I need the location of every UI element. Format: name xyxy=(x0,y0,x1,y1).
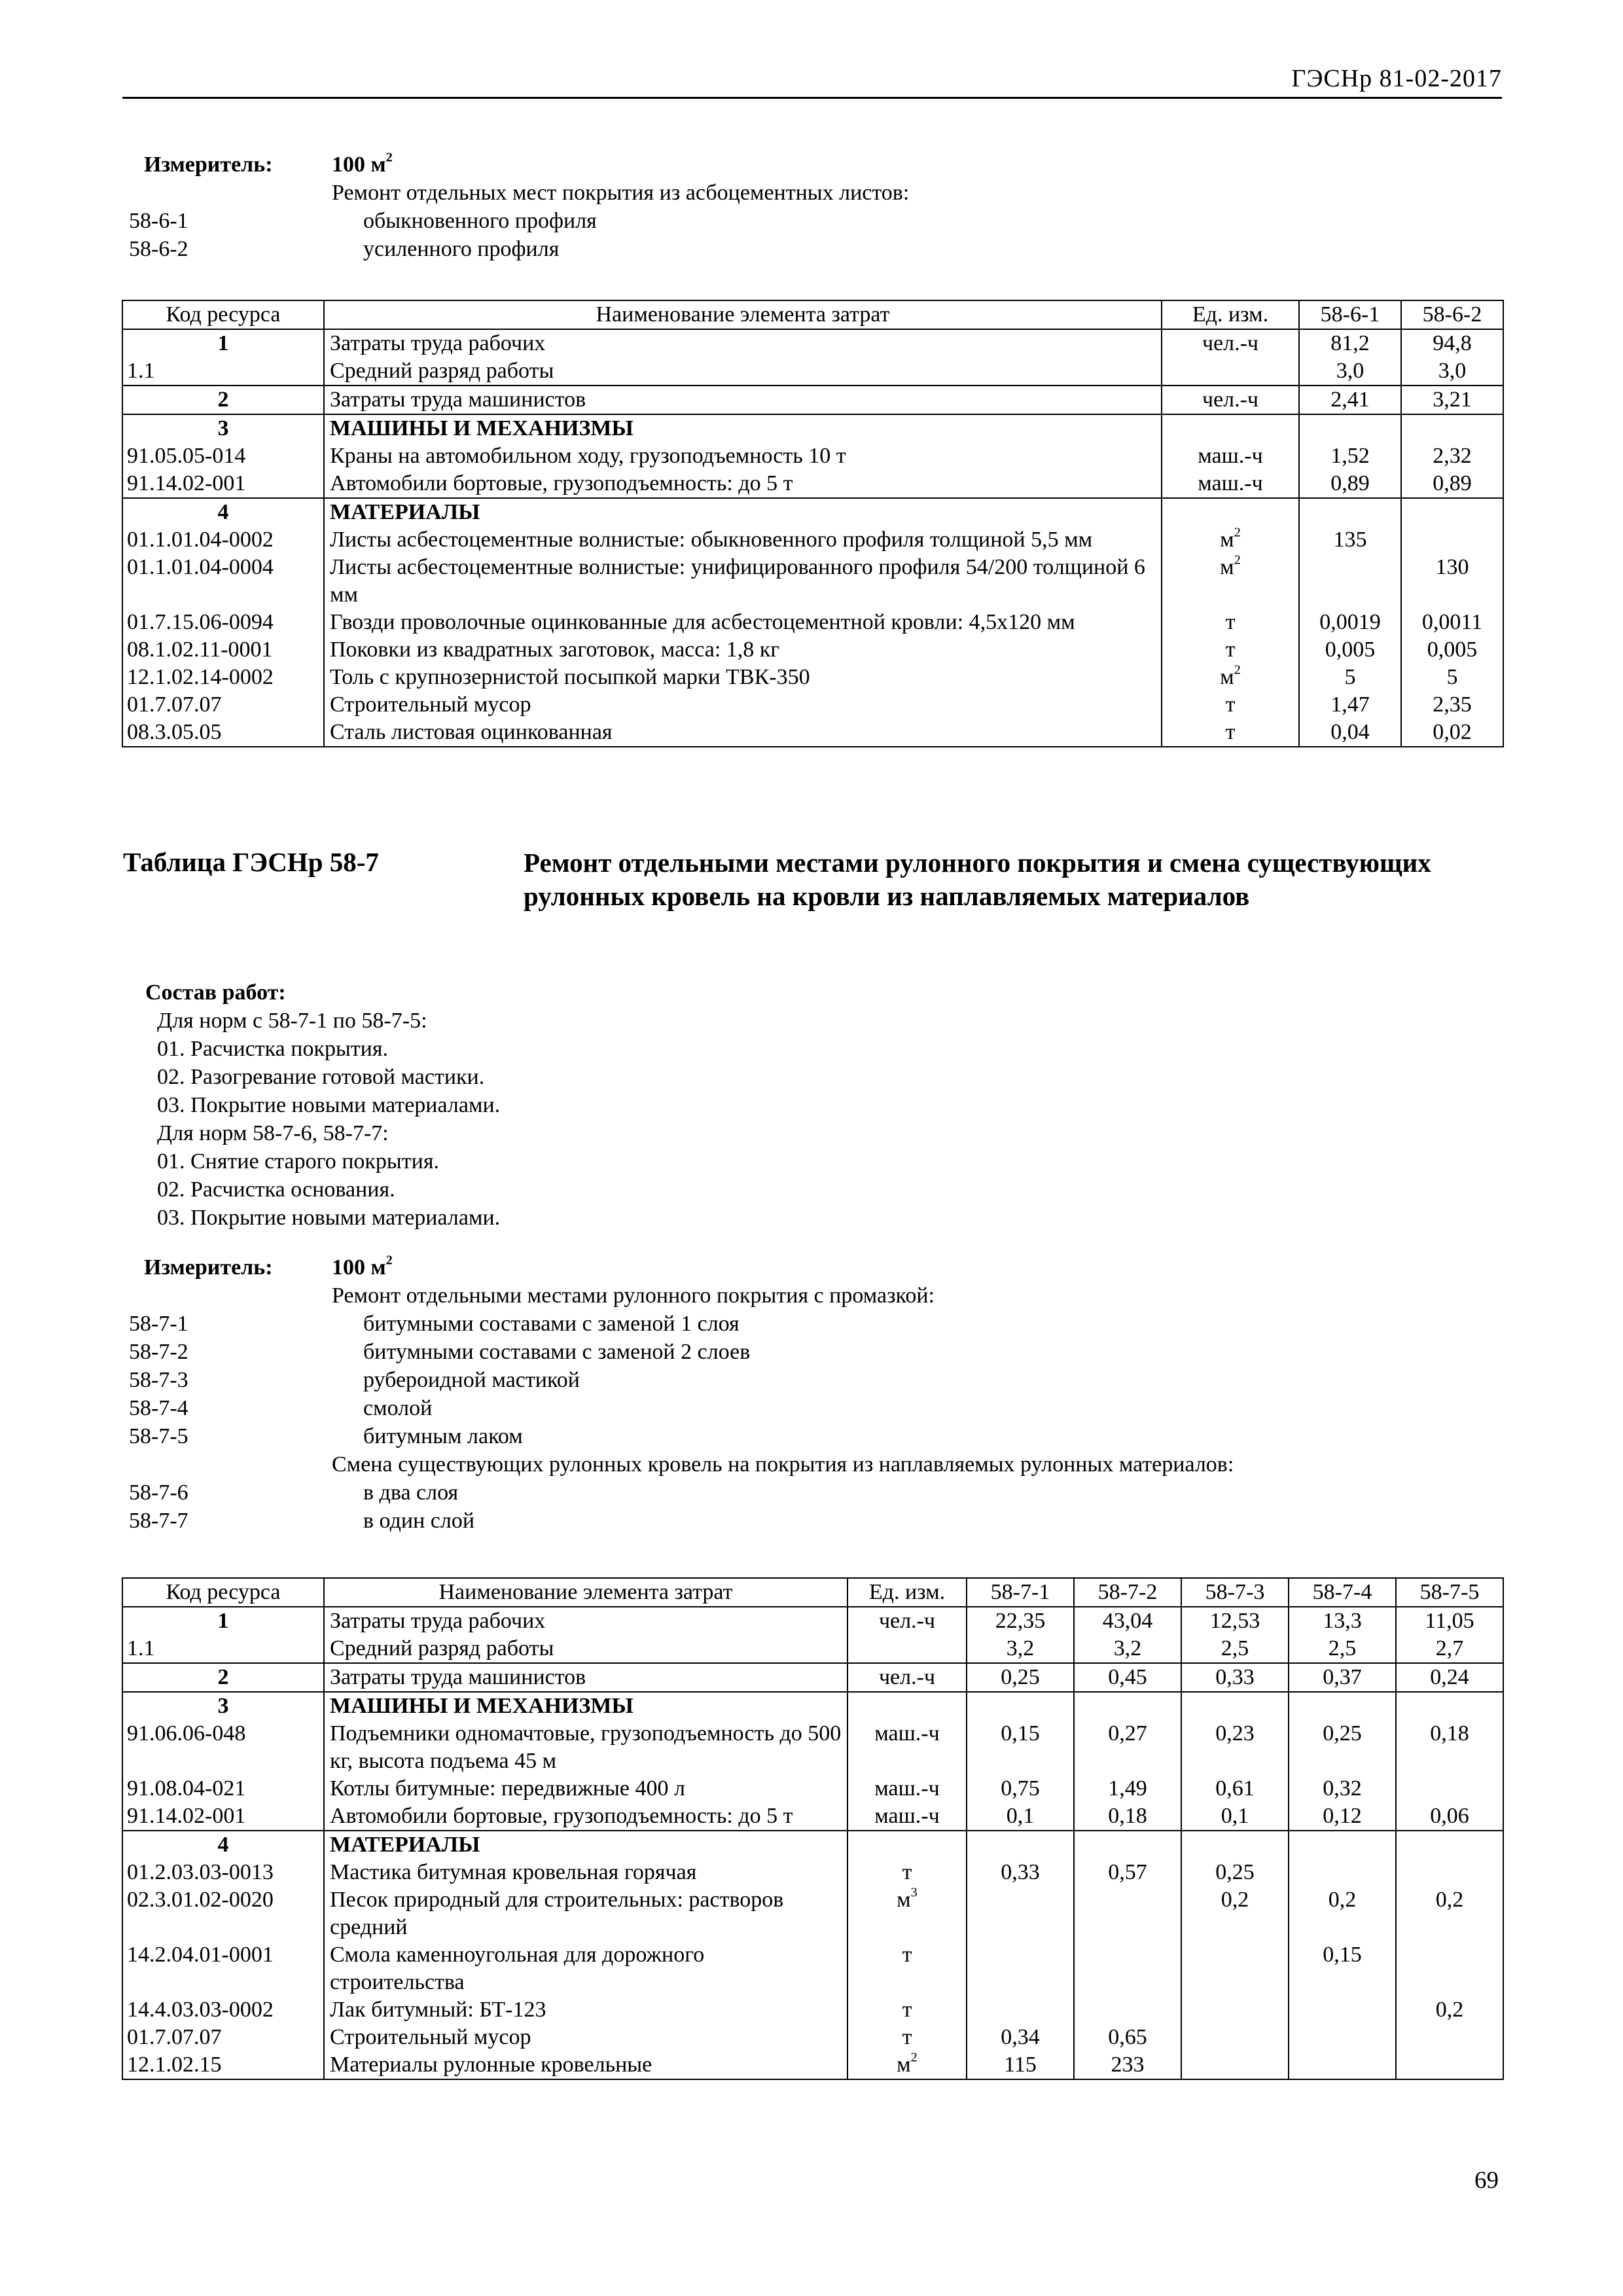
works-line: 01. Снятие старого покрытия. xyxy=(157,1149,439,1174)
unit-cell xyxy=(1162,470,1299,498)
cost-element-name: Поковки из квадратных заготовок, масса: 1,8 кг xyxy=(324,636,1162,664)
meter-description: Ремонт отдельных мест покрытия из асбоцементных листов: xyxy=(332,181,910,205)
norm-description: битумным лаком xyxy=(363,1424,523,1448)
norm-code: 58-7-6 xyxy=(129,1480,188,1505)
unit-exponent: 2 xyxy=(1234,525,1241,540)
norm-value: 3,0 xyxy=(1299,357,1401,386)
unit-cell xyxy=(847,1996,967,2024)
norm-value: 0,2 xyxy=(1396,1996,1503,2024)
page-number: 69 xyxy=(1474,2167,1499,2194)
norm-value: 3,2 xyxy=(1074,1635,1181,1663)
resource-code: 1 xyxy=(122,1607,324,1635)
norm-value: 2,32 xyxy=(1401,442,1503,470)
column-header: 58-7-3 xyxy=(1181,1578,1289,1607)
unit-cell xyxy=(847,1775,967,1803)
column-header: 58-7-5 xyxy=(1396,1578,1503,1607)
resource-code: 91.06.06-048 xyxy=(122,1720,324,1775)
norm-value xyxy=(1181,1941,1289,1996)
unit-cell xyxy=(1162,329,1299,357)
column-header: 58-7-2 xyxy=(1074,1578,1181,1607)
resource-code: 01.1.01.04-0002 xyxy=(122,526,324,554)
unit-text: чел.-ч xyxy=(1202,387,1259,412)
unit-exponent: 2 xyxy=(1234,552,1241,567)
table-row xyxy=(122,526,1503,554)
norm-code: 58-6-2 xyxy=(129,237,188,261)
norm-value xyxy=(1289,1692,1396,1720)
unit-text: м xyxy=(1220,555,1234,579)
norm-value: 0,2 xyxy=(1289,1886,1396,1941)
norm-description: рубероидной мастикой xyxy=(363,1368,580,1392)
cost-element-name: Листы асбестоцементные волнистые: унифицированного профиля 54/200 толщиной 6 мм xyxy=(324,554,1162,609)
norm-value: 0,12 xyxy=(1289,1803,1396,1831)
norm-value: 0,005 xyxy=(1299,636,1401,664)
norm-value: 0,89 xyxy=(1401,470,1503,498)
column-header: Наименование элемента затрат xyxy=(324,300,1162,329)
table-row xyxy=(122,1663,1503,1692)
cost-element-name: Толь с крупнозернистой посыпкой марки ТВК-350 xyxy=(324,664,1162,691)
unit-text: т xyxy=(1225,692,1236,717)
norm-value: 0,0019 xyxy=(1299,609,1401,636)
resource-code: 12.1.02.14-0002 xyxy=(122,664,324,691)
unit-text: маш.-ч xyxy=(874,1721,940,1746)
cost-element-name: Смола каменноугольная для дорожного строительства xyxy=(324,1941,847,1996)
norm-value: 2,5 xyxy=(1289,1635,1396,1663)
works-line: 03. Покрытие новыми материалами. xyxy=(157,1093,501,1117)
norm-value: 1,47 xyxy=(1299,691,1401,719)
norm-value xyxy=(1074,1831,1181,1859)
norm-value: 130 xyxy=(1401,554,1503,609)
resource-code: 2 xyxy=(122,386,324,414)
norm-value xyxy=(967,1941,1074,1996)
norm-value: 0,25 xyxy=(1289,1720,1396,1775)
norm-value: 0,27 xyxy=(1074,1720,1181,1775)
cost-element-name: Гвозди проволочные оцинкованные для асбестоцементной кровли: 4,5х120 мм xyxy=(324,609,1162,636)
norm-value: 2,7 xyxy=(1396,1635,1503,1663)
norm-code: 58-7-7 xyxy=(129,1509,188,1533)
norm-value xyxy=(967,1996,1074,2024)
norm-value xyxy=(1289,1996,1396,2024)
unit-cell xyxy=(847,1803,967,1831)
norm-value: 135 xyxy=(1299,526,1401,554)
unit-text: м xyxy=(897,2053,911,2077)
norm-value: 0,25 xyxy=(1181,1859,1289,1886)
norm-value: 0,005 xyxy=(1401,636,1503,664)
norm-value xyxy=(967,1692,1074,1720)
cost-element-name: Автомобили бортовые, грузоподъемность: до 5 т xyxy=(324,470,1162,498)
resource-code: 08.1.02.11-0001 xyxy=(122,636,324,664)
resource-code: 4 xyxy=(122,498,324,526)
table-row xyxy=(122,636,1503,664)
unit-cell xyxy=(1162,526,1299,554)
resource-code: 3 xyxy=(122,1692,324,1720)
resource-code: 91.08.04-021 xyxy=(122,1775,324,1803)
norm-value: 0,89 xyxy=(1299,470,1401,498)
unit-cell xyxy=(1162,498,1299,526)
unit-cell xyxy=(847,2024,967,2051)
works-composition xyxy=(145,978,500,1232)
norm-value: 3,21 xyxy=(1401,386,1503,414)
cost-element-name: Автомобили бортовые, грузоподъемность: до 5 т xyxy=(324,1803,847,1831)
cost-element-name: МАТЕРИАЛЫ xyxy=(324,1831,847,1859)
norm-value: 0,2 xyxy=(1396,1886,1503,1941)
table-row xyxy=(122,1607,1503,1635)
table-row xyxy=(122,1859,1503,1886)
unit-text: чел.-ч xyxy=(878,1665,936,1689)
cost-element-name: Затраты труда рабочих xyxy=(324,329,1162,357)
resource-code: 12.1.02.15 xyxy=(122,2051,324,2079)
norm-description: в два слоя xyxy=(363,1480,459,1505)
resource-code: 91.05.05-014 xyxy=(122,442,324,470)
resource-code: 01.7.07.07 xyxy=(122,2024,324,2051)
resource-code: 1.1 xyxy=(122,1635,324,1663)
norm-value: 1,49 xyxy=(1074,1775,1181,1803)
norm-value: 5 xyxy=(1299,664,1401,691)
norm-code: 58-7-4 xyxy=(129,1396,188,1420)
norm-value: 0,06 xyxy=(1396,1803,1503,1831)
cost-element-name: Затраты труда рабочих xyxy=(324,1607,847,1635)
norm-value xyxy=(1299,498,1401,526)
unit-exponent: 2 xyxy=(910,2050,918,2065)
unit-exponent: 2 xyxy=(1234,662,1241,677)
norm-value xyxy=(1181,1692,1289,1720)
table-row xyxy=(122,1720,1503,1775)
norm-value: 0,65 xyxy=(1074,2024,1181,2051)
unit-cell xyxy=(847,1692,967,1720)
unit-cell xyxy=(847,1607,967,1635)
cost-element-name: МАШИНЫ И МЕХАНИЗМЫ xyxy=(324,1692,847,1720)
norm-value: 0,18 xyxy=(1074,1803,1181,1831)
table-row xyxy=(122,609,1503,636)
norm-value: 0,18 xyxy=(1396,1720,1503,1775)
norm-value xyxy=(1074,1692,1181,1720)
table-row xyxy=(122,442,1503,470)
header-divider xyxy=(122,97,1502,99)
norm-value xyxy=(1074,1941,1181,1996)
norm-value xyxy=(1396,1692,1503,1720)
cost-element-name: Мастика битумная кровельная горячая xyxy=(324,1859,847,1886)
meter-label: Измеритель: xyxy=(144,1255,273,1280)
unit-cell xyxy=(847,1831,967,1859)
norm-code: 58-6-1 xyxy=(129,209,188,233)
meter-unit: 100 $м^2$ xyxy=(332,150,393,177)
norm-value xyxy=(1289,2051,1396,2079)
norm-value xyxy=(1401,414,1503,442)
table-row xyxy=(122,664,1503,691)
resource-code: 02.3.01.02-0020 xyxy=(122,1886,324,1941)
norm-value: 94,8 xyxy=(1401,329,1503,357)
norm-value: 0,37 xyxy=(1289,1663,1396,1692)
unit-text: т xyxy=(1225,610,1236,634)
norm-value xyxy=(1396,2051,1503,2079)
cost-element-name: Затраты труда машинистов xyxy=(324,1663,847,1692)
unit-text: т xyxy=(1225,720,1236,744)
norm-value: 0,75 xyxy=(967,1775,1074,1803)
table-header-row xyxy=(122,1578,1503,1607)
unit-text: маш.-ч xyxy=(874,1776,940,1801)
resource-code: 91.14.02-001 xyxy=(122,1803,324,1831)
norm-value xyxy=(1401,498,1503,526)
norm-value: 0,24 xyxy=(1396,1663,1503,1692)
norm-value xyxy=(1074,1886,1181,1941)
cost-table-58-7 xyxy=(122,1577,1504,2080)
document-code: ГЭСНр 81-02-2017 xyxy=(1291,65,1502,92)
table-row xyxy=(122,357,1503,386)
unit-cell xyxy=(1162,691,1299,719)
cost-element-name: Краны на автомобильном ходу, грузоподъемность 10 т xyxy=(324,442,1162,470)
cost-element-name: Материалы рулонные кровельные xyxy=(324,2051,847,2079)
norm-value: 0,33 xyxy=(1181,1663,1289,1692)
unit-cell xyxy=(1162,636,1299,664)
norm-code: 58-7-2 xyxy=(129,1340,188,1364)
norm-value: 43,04 xyxy=(1074,1607,1181,1635)
norm-value: 11,05 xyxy=(1396,1607,1503,1635)
norm-value: 0,15 xyxy=(967,1720,1074,1775)
norm-value: 1,52 xyxy=(1299,442,1401,470)
meter-unit: 100 $м^2$ xyxy=(332,1253,393,1280)
table-label: Таблица ГЭСНр 58-7 xyxy=(123,847,379,877)
unit-text: маш.-ч xyxy=(1198,471,1263,495)
norm-description: битумными составами с заменой 2 слоев xyxy=(363,1340,751,1364)
unit-cell xyxy=(1162,664,1299,691)
column-header: 58-6-1 xyxy=(1299,300,1401,329)
unit-text: т xyxy=(902,1943,912,1967)
norm-value: 233 xyxy=(1074,2051,1181,2079)
unit-text: маш.-ч xyxy=(874,1804,940,1828)
norm-value: 0,04 xyxy=(1299,719,1401,747)
norm-value: 2,41 xyxy=(1299,386,1401,414)
cost-element-name: Лак битумный: БТ-123 xyxy=(324,1996,847,2024)
norm-description: битумными составами с заменой 1 слоя xyxy=(363,1312,740,1336)
table-heading: Ремонт отдельными местами рулонного покрытия и смена существующих рулонных кровель на кровли из наплавляемых материалов xyxy=(524,848,1431,911)
table-row xyxy=(122,1831,1503,1859)
norm-value: 0,33 xyxy=(967,1859,1074,1886)
column-header: 58-7-1 xyxy=(967,1578,1074,1607)
unit-cell xyxy=(1162,357,1299,386)
meter-label: Измеритель: xyxy=(144,152,273,177)
meter-description: Ремонт отдельными местами рулонного покрытия с промазкой: xyxy=(332,1283,935,1308)
norm-value: 0,1 xyxy=(1181,1803,1289,1831)
unit-text: т xyxy=(902,2025,912,2049)
cost-element-name: Средний разряд работы xyxy=(324,357,1162,386)
unit-text: чел.-ч xyxy=(878,1609,936,1633)
norm-value xyxy=(1181,2024,1289,2051)
norm-value xyxy=(1181,1996,1289,2024)
unit-text: м xyxy=(1220,665,1234,689)
norm-value: 0,45 xyxy=(1074,1663,1181,1692)
cost-element-name: Листы асбестоцементные волнистые: обыкновенного профиля толщиной 5,5 мм xyxy=(324,526,1162,554)
table-row xyxy=(122,1775,1503,1803)
unit-text: маш.-ч xyxy=(1198,444,1263,468)
norm-value: 0,32 xyxy=(1289,1775,1396,1803)
norm-value: 115 xyxy=(967,2051,1074,2079)
unit-cell xyxy=(847,1635,967,1663)
resource-code: 91.14.02-001 xyxy=(122,470,324,498)
table-row xyxy=(122,414,1503,442)
norm-value: 5 xyxy=(1401,664,1503,691)
unit-cell xyxy=(1162,414,1299,442)
norm-value xyxy=(1181,2051,1289,2079)
table-row xyxy=(122,1886,1503,1941)
table-row xyxy=(122,2024,1503,2051)
table-row xyxy=(122,386,1503,414)
norm-value: 22,35 xyxy=(967,1607,1074,1635)
norm-value: 3,2 xyxy=(967,1635,1074,1663)
column-header: Код ресурса xyxy=(122,300,324,329)
resource-code: 01.1.01.04-0004 xyxy=(122,554,324,609)
norm-value: 2,5 xyxy=(1181,1635,1289,1663)
norm-value: 0,02 xyxy=(1401,719,1503,747)
table-row xyxy=(122,1941,1503,1996)
table-row xyxy=(122,691,1503,719)
unit-cell xyxy=(1162,442,1299,470)
cost-element-name: МАТЕРИАЛЫ xyxy=(324,498,1162,526)
norm-value xyxy=(967,1831,1074,1859)
table-row xyxy=(122,470,1503,498)
cost-element-name: Затраты труда машинистов xyxy=(324,386,1162,414)
norm-description: обыкновенного профиля xyxy=(363,209,597,233)
resource-code: 3 xyxy=(122,414,324,442)
unit-text: чел.-ч xyxy=(1202,331,1259,355)
table-row xyxy=(122,719,1503,747)
resource-code: 14.2.04.01-0001 xyxy=(122,1941,324,1996)
norm-value xyxy=(1299,554,1401,609)
norm-value xyxy=(1289,1859,1396,1886)
unit-text: т xyxy=(902,1860,912,1884)
table-header-row xyxy=(122,300,1503,329)
resource-code: 14.4.03.03-0002 xyxy=(122,1996,324,2024)
unit-text: т xyxy=(1225,637,1236,662)
unit-cell xyxy=(1162,719,1299,747)
norm-code: 58-7-5 xyxy=(129,1424,188,1448)
norm-value: 0,15 xyxy=(1289,1941,1396,1996)
cost-table-58-6 xyxy=(122,300,1504,747)
resource-code: 1 xyxy=(122,329,324,357)
norm-value xyxy=(1289,2024,1396,2051)
works-line: Для норм с 58-7-1 по 58-7-5: xyxy=(157,1009,427,1033)
resource-code: 4 xyxy=(122,1831,324,1859)
table-row xyxy=(122,498,1503,526)
norm-value: 81,2 xyxy=(1299,329,1401,357)
table-row xyxy=(122,1635,1503,1663)
resource-code: 1.1 xyxy=(122,357,324,386)
works-title: Состав работ: xyxy=(145,980,286,1005)
unit-text: т xyxy=(902,1998,912,2022)
unit-cell xyxy=(847,1859,967,1886)
norm-value: 3,0 xyxy=(1401,357,1503,386)
norm-value xyxy=(967,1886,1074,1941)
column-header: 58-7-4 xyxy=(1289,1578,1396,1607)
works-line: 01. Расчистка покрытия. xyxy=(157,1037,388,1061)
resource-code: 01.7.15.06-0094 xyxy=(122,609,324,636)
norm-value xyxy=(1396,1941,1503,1996)
meter-description-2: Смена существующих рулонных кровель на покрытия из наплавляемых рулонных материалов: xyxy=(332,1452,1234,1477)
resource-code: 08.3.05.05 xyxy=(122,719,324,747)
cost-element-name: МАШИНЫ И МЕХАНИЗМЫ xyxy=(324,414,1162,442)
norm-value: 0,61 xyxy=(1181,1775,1289,1803)
unit-cell xyxy=(1162,386,1299,414)
resource-code: 2 xyxy=(122,1663,324,1692)
cost-element-name: Средний разряд работы xyxy=(324,1635,847,1663)
norm-description: смолой xyxy=(363,1396,433,1420)
works-line: Для норм 58-7-6, 58-7-7: xyxy=(157,1121,389,1145)
unit-cell xyxy=(1162,609,1299,636)
norm-value: 0,25 xyxy=(967,1663,1074,1692)
cost-element-name: Строительный мусор xyxy=(324,691,1162,719)
unit-cell xyxy=(847,2051,967,2079)
norm-description: усиленного профиля xyxy=(363,237,560,261)
norm-value: 0,1 xyxy=(967,1803,1074,1831)
norm-value: 2,35 xyxy=(1401,691,1503,719)
cost-element-name: Строительный мусор xyxy=(324,2024,847,2051)
norm-value: 13,3 xyxy=(1289,1607,1396,1635)
unit-cell xyxy=(847,1663,967,1692)
norm-value xyxy=(1396,1831,1503,1859)
norm-value xyxy=(1181,1831,1289,1859)
unit-text: м xyxy=(1220,528,1234,552)
resource-code: 01.2.03.03-0013 xyxy=(122,1859,324,1886)
works-line: 02. Расчистка основания. xyxy=(157,1177,395,1202)
cost-element-name: Подъемники одномачтовые, грузоподъемность до 500 кг, высота подъема 45 м xyxy=(324,1720,847,1775)
cost-element-name: Котлы битумные: передвижные 400 л xyxy=(324,1775,847,1803)
table-row xyxy=(122,1996,1503,2024)
works-line: 02. Разогревание готовой мастики. xyxy=(157,1065,485,1089)
norm-value xyxy=(1299,414,1401,442)
table-row xyxy=(122,2051,1503,2079)
unit-text: м xyxy=(897,1888,911,1912)
norm-value xyxy=(1396,1859,1503,1886)
column-header: Код ресурса xyxy=(122,1578,324,1607)
norm-value xyxy=(1289,1831,1396,1859)
norm-code: 58-7-3 xyxy=(129,1368,188,1392)
unit-cell xyxy=(847,1941,967,1996)
norm-value: 0,23 xyxy=(1181,1720,1289,1775)
column-header: Ед. изм. xyxy=(1162,300,1299,329)
column-header: 58-6-2 xyxy=(1401,300,1503,329)
norm-value xyxy=(1074,1996,1181,2024)
norm-value xyxy=(1401,526,1503,554)
norm-value xyxy=(1396,2024,1503,2051)
column-header: Ед. изм. xyxy=(847,1578,967,1607)
unit-cell xyxy=(847,1886,967,1941)
norm-value: 0,2 xyxy=(1181,1886,1289,1941)
norm-description: в один слой xyxy=(363,1509,475,1533)
cost-element-name: Сталь листовая оцинкованная xyxy=(324,719,1162,747)
norm-code: 58-7-1 xyxy=(129,1312,188,1336)
cost-element-name: Песок природный для строительных: растворов средний xyxy=(324,1886,847,1941)
works-line: 03. Покрытие новыми материалами. xyxy=(157,1206,501,1230)
table-row xyxy=(122,1692,1503,1720)
unit-cell xyxy=(847,1720,967,1775)
unit-exponent: 3 xyxy=(910,1885,918,1900)
table-row xyxy=(122,554,1503,609)
table-row xyxy=(122,1803,1503,1831)
norm-value: 0,57 xyxy=(1074,1859,1181,1886)
resource-code: 01.7.07.07 xyxy=(122,691,324,719)
column-header: Наименование элемента затрат xyxy=(324,1578,847,1607)
norm-value: 12,53 xyxy=(1181,1607,1289,1635)
norm-value: 0,0011 xyxy=(1401,609,1503,636)
norm-value xyxy=(1396,1775,1503,1803)
unit-cell xyxy=(1162,554,1299,609)
table-row xyxy=(122,329,1503,357)
norm-value: 0,34 xyxy=(967,2024,1074,2051)
